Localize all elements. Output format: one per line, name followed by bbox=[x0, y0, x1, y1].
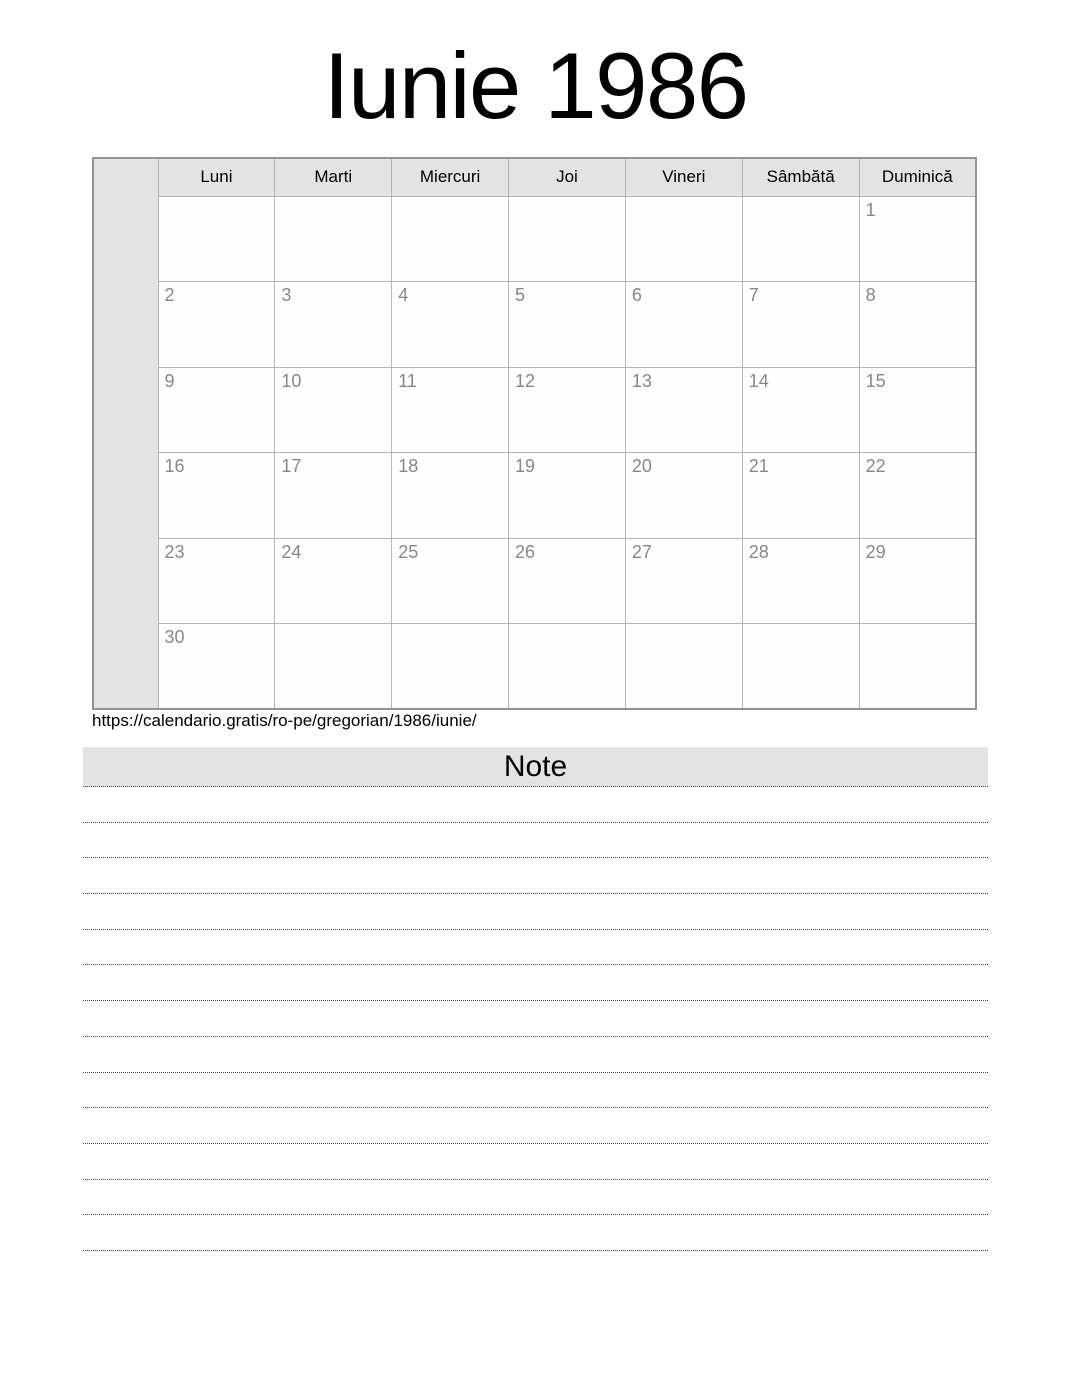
weekday-header: Sâmbătă bbox=[742, 158, 859, 196]
day-cell bbox=[859, 196, 976, 282]
day-cell bbox=[275, 282, 392, 368]
day-number: 3 bbox=[281, 285, 292, 305]
day-number: 18 bbox=[398, 456, 419, 476]
day-cell bbox=[158, 624, 275, 710]
note-line bbox=[83, 930, 988, 966]
note-line bbox=[83, 823, 988, 859]
source-url-text: https://calendario.gratis/ro-pe/gregorian/1986/iunie/ bbox=[92, 711, 477, 730]
calendar-table bbox=[92, 157, 977, 710]
note-line bbox=[83, 965, 988, 1001]
note-line bbox=[83, 1180, 988, 1216]
note-line bbox=[83, 858, 988, 894]
empty-day-cell bbox=[392, 196, 509, 282]
day-cell bbox=[275, 453, 392, 539]
weekday-header-row bbox=[93, 158, 976, 196]
day-cell bbox=[392, 282, 509, 368]
day-cell bbox=[859, 453, 976, 539]
day-cell bbox=[158, 538, 275, 624]
day-cell bbox=[859, 282, 976, 368]
day-number: 23 bbox=[164, 541, 185, 562]
weekday-header: Miercuri bbox=[392, 158, 509, 196]
notes-header: Note bbox=[83, 747, 988, 787]
week-row bbox=[93, 282, 976, 368]
empty-day-cell bbox=[859, 624, 976, 710]
note-line bbox=[83, 1073, 988, 1109]
day-number: 19 bbox=[515, 456, 536, 476]
week-row bbox=[93, 538, 976, 624]
weekday-header: Vineri bbox=[625, 158, 742, 196]
day-number: 15 bbox=[865, 370, 886, 391]
day-cell bbox=[625, 367, 742, 453]
day-number: 5 bbox=[515, 285, 526, 305]
day-number: 22 bbox=[865, 456, 886, 476]
day-number: 8 bbox=[865, 285, 876, 305]
day-cell bbox=[742, 367, 859, 453]
day-cell bbox=[392, 538, 509, 624]
day-number: 7 bbox=[748, 285, 759, 305]
day-cell bbox=[509, 538, 626, 624]
day-cell bbox=[509, 367, 626, 453]
empty-day-cell bbox=[392, 624, 509, 710]
page-title: Iunie 1986 bbox=[323, 33, 748, 138]
day-cell bbox=[625, 453, 742, 539]
day-cell bbox=[859, 538, 976, 624]
day-number: 11 bbox=[398, 370, 417, 391]
note-line bbox=[83, 1215, 988, 1251]
day-cell bbox=[859, 367, 976, 453]
day-cell bbox=[275, 367, 392, 453]
day-number: 12 bbox=[515, 370, 536, 391]
day-number: 20 bbox=[631, 456, 652, 476]
day-number: 29 bbox=[865, 541, 886, 562]
weekday-header: Duminică bbox=[859, 158, 976, 196]
week-row bbox=[93, 624, 976, 710]
empty-day-cell bbox=[625, 624, 742, 710]
notes-section bbox=[83, 747, 988, 1251]
empty-day-cell bbox=[509, 196, 626, 282]
day-cell bbox=[625, 282, 742, 368]
day-cell bbox=[625, 538, 742, 624]
day-number: 24 bbox=[281, 541, 302, 562]
day-number: 1 bbox=[865, 199, 876, 220]
weekday-header: Joi bbox=[509, 158, 626, 196]
day-number: 25 bbox=[398, 541, 419, 562]
day-cell bbox=[158, 453, 275, 539]
day-cell bbox=[742, 538, 859, 624]
empty-day-cell bbox=[509, 624, 626, 710]
day-cell bbox=[158, 282, 275, 368]
day-number: 10 bbox=[281, 370, 302, 391]
day-number: 21 bbox=[748, 456, 769, 476]
note-line bbox=[83, 1144, 988, 1180]
day-number: 6 bbox=[631, 285, 642, 305]
weekday-header: Marti bbox=[275, 158, 392, 196]
day-number: 16 bbox=[164, 456, 185, 476]
empty-day-cell bbox=[275, 196, 392, 282]
empty-day-cell bbox=[625, 196, 742, 282]
day-cell bbox=[509, 282, 626, 368]
day-number: 14 bbox=[748, 370, 769, 391]
day-cell bbox=[392, 367, 509, 453]
note-line bbox=[83, 1108, 988, 1144]
note-line bbox=[83, 894, 988, 930]
day-cell bbox=[742, 453, 859, 539]
day-cell bbox=[275, 538, 392, 624]
day-number: 27 bbox=[631, 541, 652, 562]
day-number: 26 bbox=[515, 541, 536, 562]
empty-day-cell bbox=[742, 196, 859, 282]
day-cell bbox=[509, 453, 626, 539]
side-spacer-column bbox=[93, 158, 158, 709]
empty-day-cell bbox=[158, 196, 275, 282]
day-number: 9 bbox=[164, 370, 175, 391]
empty-day-cell bbox=[742, 624, 859, 710]
day-number: 28 bbox=[748, 541, 769, 562]
day-number: 17 bbox=[281, 456, 302, 476]
day-cell bbox=[158, 367, 275, 453]
note-line bbox=[83, 787, 988, 823]
day-cell bbox=[392, 453, 509, 539]
day-number: 30 bbox=[164, 627, 185, 647]
day-number: 2 bbox=[164, 285, 175, 305]
notes-lines-area bbox=[83, 787, 988, 1251]
weekday-header: Luni bbox=[158, 158, 275, 196]
day-number: 4 bbox=[398, 285, 409, 305]
note-line bbox=[83, 1001, 988, 1037]
day-cell bbox=[742, 282, 859, 368]
week-row bbox=[93, 367, 976, 453]
week-row bbox=[93, 196, 976, 282]
week-row bbox=[93, 453, 976, 539]
day-number: 13 bbox=[631, 370, 652, 391]
note-line bbox=[83, 1037, 988, 1073]
empty-day-cell bbox=[275, 624, 392, 710]
